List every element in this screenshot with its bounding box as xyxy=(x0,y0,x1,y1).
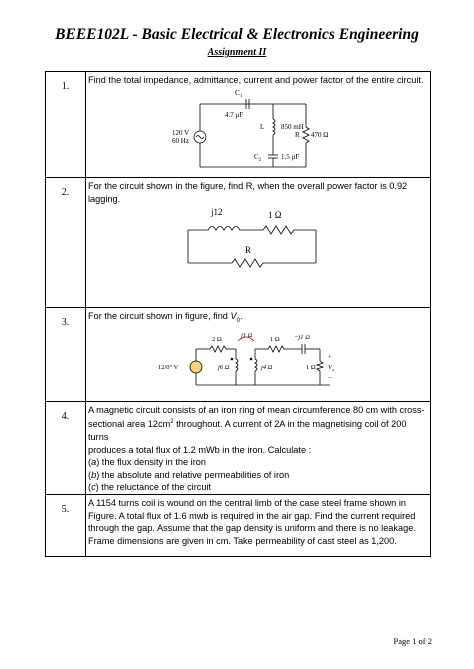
circuit-figure-1 xyxy=(88,87,428,173)
question-part: (a) the flux density in the iron xyxy=(88,457,206,468)
document-subtitle: Assignment II xyxy=(207,47,267,58)
r-value: 470 Ω xyxy=(311,130,329,139)
document-title: BEEE102L - Basic Electrical & Electronics Engineering xyxy=(55,26,419,43)
c1-label: $C_1$ xyxy=(235,87,243,99)
question-number: 3. xyxy=(46,307,86,401)
question-body xyxy=(86,495,431,557)
vo-minus: − xyxy=(328,375,332,383)
question-body xyxy=(86,401,431,494)
vo-plus: + xyxy=(328,354,332,362)
r1-label: 2 Ω xyxy=(212,336,222,344)
question-number: 2. xyxy=(46,178,86,308)
question-part: (b) the absolute and relative permeabilities of iron xyxy=(88,469,290,480)
question-text: A magnetic circuit consists of an iron ring of mean circumference 80 cm with cross- sectional area $12cm^2$ throughout. A current of 2A in the magnetising coil of 200 turns produces a total flux of 1.2 mWb in the iron. Calculate : xyxy=(88,404,425,455)
question-part: (c) the reluctance of the circuit xyxy=(88,482,212,493)
question-body xyxy=(86,72,431,178)
question-text: For the circuit shown in figure, find $V_0$. xyxy=(88,310,243,324)
question-row xyxy=(46,72,431,178)
r3-label: 1 Ω xyxy=(306,364,316,372)
circuit-figure-2 xyxy=(88,205,428,303)
l2-label: j4 Ω xyxy=(261,364,273,372)
circuit-figure-3 xyxy=(88,327,428,397)
questions-table xyxy=(45,71,431,557)
inductor-label: j12 xyxy=(211,207,223,218)
question-row xyxy=(46,178,431,308)
l-value: 850 mH xyxy=(281,122,304,131)
question-text: For the circuit shown in the figure, find R, when the overall power factor is 0.92 lagging. xyxy=(88,181,408,204)
question-body xyxy=(86,307,431,401)
r-name: R xyxy=(295,130,300,139)
source-voltage: 120 V xyxy=(172,128,190,137)
c2-label: $C_2$ xyxy=(254,152,262,163)
question-number: 1. xyxy=(46,72,86,178)
cap-label: −j1 Ω xyxy=(294,334,310,342)
source-label: 12/0° V xyxy=(158,364,179,372)
l1-label: j6 Ω xyxy=(218,364,230,372)
vo-label: $V_o$ xyxy=(328,364,335,373)
source-frequency: 60 Hz xyxy=(172,136,189,145)
c1-value: 4.7 μF xyxy=(225,110,244,119)
r-label: R xyxy=(245,245,252,256)
page-number: Page 1 of 2 xyxy=(393,636,432,646)
question-body xyxy=(86,178,431,308)
mutual-label: j1 Ω xyxy=(241,332,253,340)
question-text: Find the total impedance, admittance, current and power factor of the entire circuit. xyxy=(88,75,424,85)
question-row xyxy=(46,401,431,494)
c2-value: 1.5 μF xyxy=(281,152,300,161)
l-name: L xyxy=(260,122,265,131)
question-number: 4. xyxy=(46,401,86,494)
resistor-label: 1 Ω xyxy=(268,210,282,221)
r2-label: 1 Ω xyxy=(270,336,280,344)
question-number: 5. xyxy=(46,495,86,557)
question-text: A 1154 turns coil is wound on the central limb of the case steel frame shown in Figure. A total flux of 1.6 mwb is required in the air gap. Find the current required through the gap. Assume that the gap density is uniform and there is no leakage. Frame dimensions are given in cm. Take permeability of cast steel as 1,200. xyxy=(88,498,416,546)
question-row xyxy=(46,307,431,401)
question-row xyxy=(46,495,431,557)
